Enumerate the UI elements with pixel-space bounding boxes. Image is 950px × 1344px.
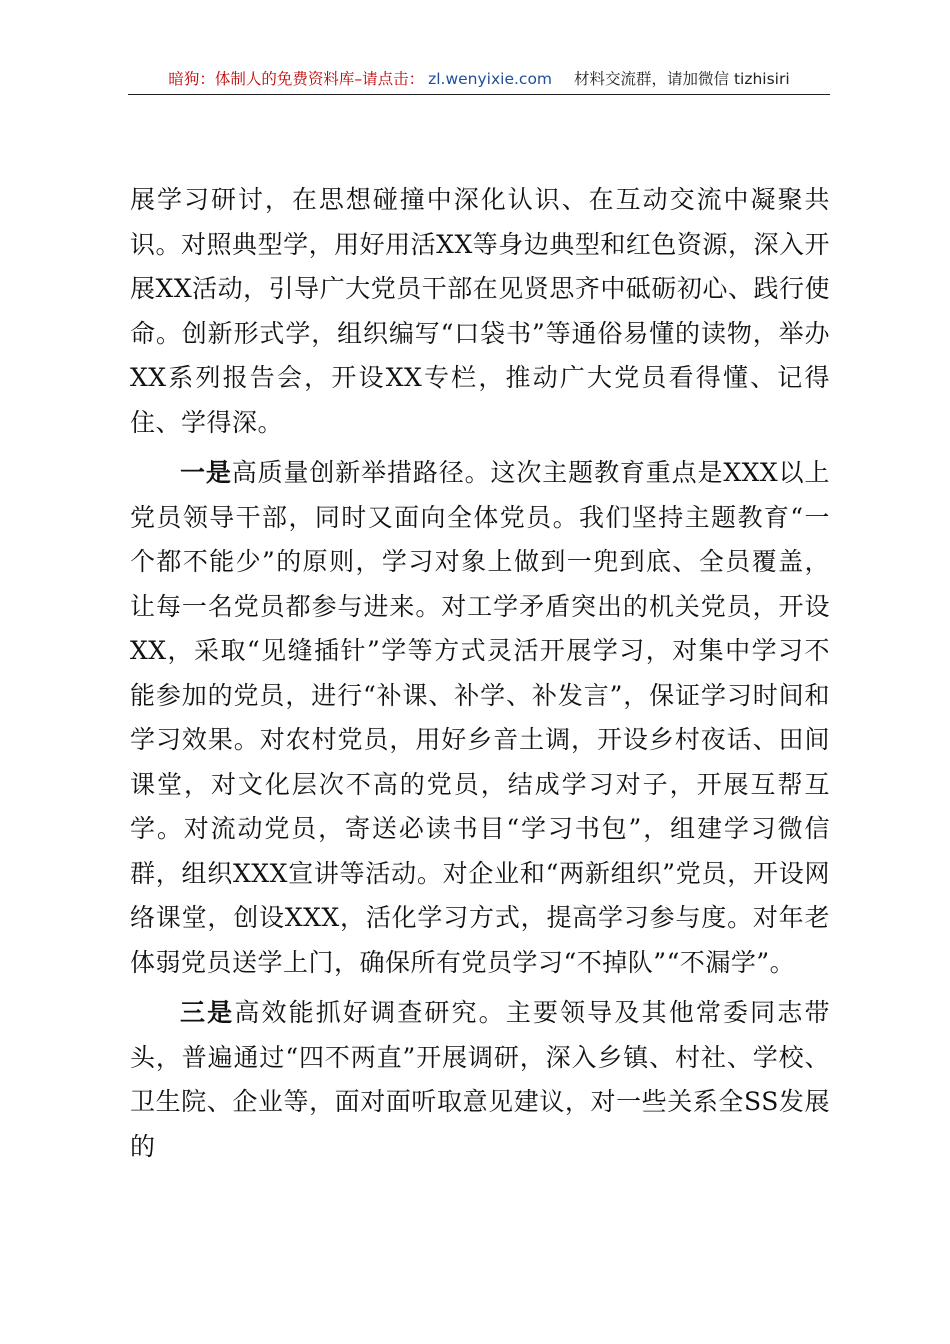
- paragraph-text: 展学习研讨，在思想碰撞中深化认识、在互动交流中凝聚共识。对照典型学，用好用活XX等身边典型和红色资源，深入开展XX活动，引导广大党员干部在见贤思齐中砥砺初心、践行使命。创新形式学，组织编写“口袋书”等通俗易懂的读物，举办XX系列报告会，开设XX专栏，推动广大党员看得懂、记得住、学得深。: [130, 185, 830, 437]
- document-body: [130, 178, 830, 1169]
- paragraph-item-one: [130, 451, 830, 985]
- paragraph-text: 高效能抓好调查研究。主要领导及其他常委同志带头，普遍通过“四不两直”开展调研，深入乡镇、村社、学校、卫生院、企业等，面对面听取意见建议，对一些关系全SS发展的: [130, 998, 830, 1161]
- paragraph-lead: 三是: [180, 998, 235, 1027]
- paragraph-text: 高质量创新举措路径。这次主题教育重点是XXX以上党员领导干部，同时又面向全体党员。我们坚持主题教育“一个都不能少”的原则，学习对象上做到一兜到底、全员覆盖，让每一名党员都参与进来。对工学矛盾突出的机关党员，开设XX，采取“见缝插针”学等方式灵活开展学习，对集中学习不能参加的党员，进行“补课、补学、补发言”，保证学习时间和学习效果。对农村党员，用好乡音土调，开设乡村夜话、田间课堂，对文化层次不高的党员，结成学习对子，开展互帮互学。对流动党员，寄送必读书目“学习书包”，组建学习微信群，组织XXX宣讲等活动。对企业和“两新组织”党员，开设网络课堂，创设XXX，活化学习方式，提高学习参与度。对年老体弱党员送学上门，确保所有党员学习“不掉队”“不漏学”。: [130, 458, 830, 977]
- header-prompt: –请点击：: [354, 70, 425, 88]
- paragraph-item-three: [130, 991, 830, 1169]
- paragraph-lead: 一是: [180, 458, 232, 487]
- header-contact: 材料交流群，请加微信 tizhisiri: [574, 70, 790, 88]
- paragraph-continuation: [130, 178, 830, 445]
- header-brand: 暗狗：体制人的免费资料库: [168, 70, 355, 88]
- page-header: [128, 66, 830, 95]
- header-url-link[interactable]: zl.wenyixie.com: [428, 70, 553, 88]
